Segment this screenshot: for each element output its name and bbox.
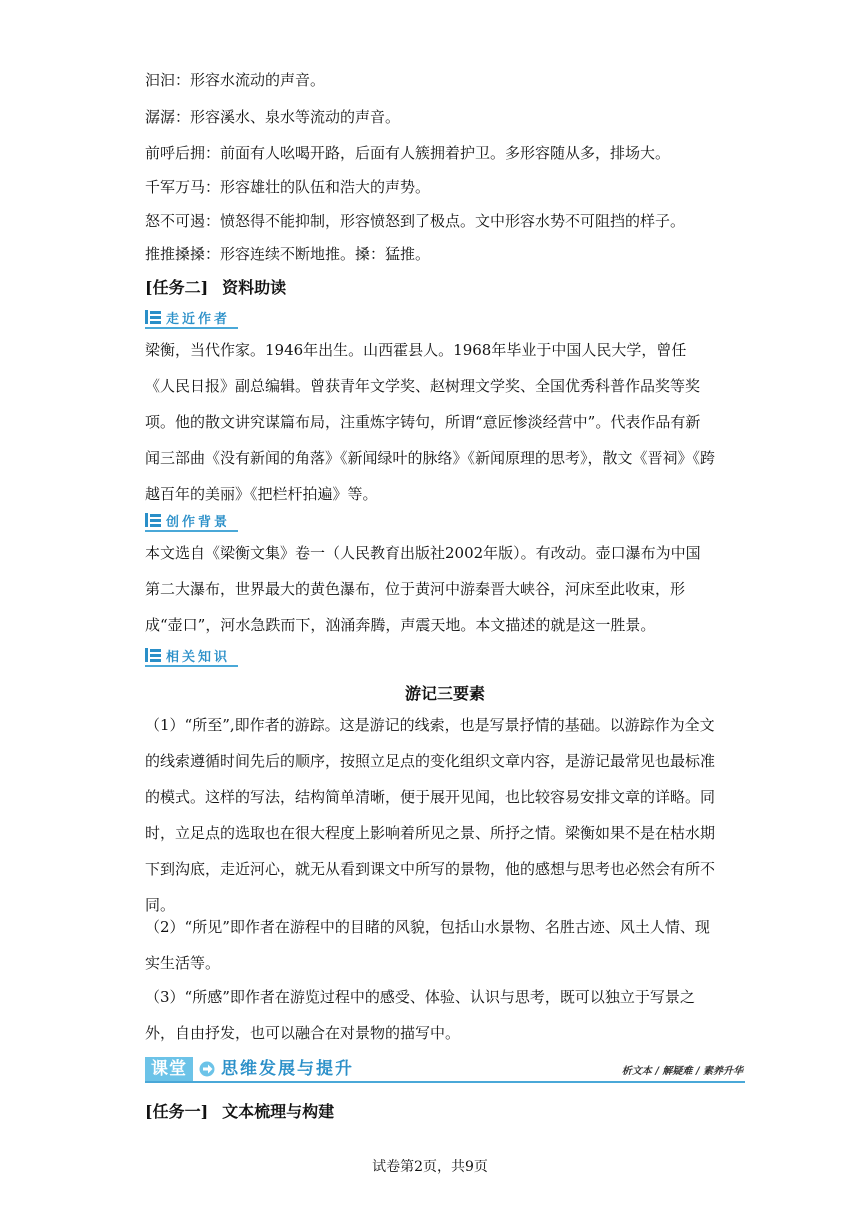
arrow-right-icon <box>199 1061 217 1077</box>
banner-title: 思维发展与提升 <box>221 1059 354 1079</box>
list-icon <box>145 310 161 324</box>
list-icon <box>145 513 161 527</box>
task-one-tag: [任务一] <box>145 1102 209 1121</box>
page-footer: 试卷第2页，共9页 <box>372 1159 488 1175</box>
glossary-item: 千军万马：形容雄壮的队伍和浩大的声势。 <box>145 178 431 196</box>
knowledge-section-tag <box>145 645 238 667</box>
glossary-item: 潺潺：形容溪水、泉水等流动的声音。 <box>145 108 401 126</box>
author-section-label: 走近作者 <box>166 311 231 327</box>
task-one-title: 文本梳理与构建 <box>222 1102 335 1121</box>
task-two-heading <box>145 275 286 298</box>
knowledge-title: 游记三要素 <box>404 684 485 703</box>
background-section-tag <box>145 510 238 532</box>
banner-subtitle: 析文本 / 解疑难 / 素养升华 <box>621 1066 743 1077</box>
author-section-tag <box>145 307 238 329</box>
glossary-item: 前呼后拥：前面有人吆喝开路，后面有人簇拥着护卫。多形容随从多，排场大。 <box>145 144 671 162</box>
background-paragraph: 本文选自《梁衡文集》卷一（人民教育出版社2002年版）。有改动。壶口瀑布为中国第二大瀑布，世界最大的黄色瀑布，位于黄河中游秦晋大峡谷，河床至此收束，形成“壶口”，河水急跌而下，汹涌奔腾，声震天地。本文描述的就是这一胜景。 <box>145 544 701 634</box>
task-one-heading <box>145 1099 334 1122</box>
background-section-label: 创作背景 <box>166 514 231 530</box>
knowledge-section-label: 相关知识 <box>166 649 231 665</box>
glossary-item: 怒不可遏：愤怒得不能抑制，形容愤怒到了极点。文中形容水势不可阻挡的样子。 <box>145 212 686 230</box>
knowledge-paragraph-1: （1）“所至”,即作者的游踪。这是游记的线索，也是写景抒情的基础。以游踪作为全文的线索遵循时间先后的顺序，按照立足点的变化组织文章内容，是游记最常见也最标准的模式。这样的写法，结构简单清晰，便于展开见闻，也比较容易安排文章的详略。同时，立足点的选取也在很大程度上影响着所见之景、所抒之情。梁衡如果不是在枯水期下到沟底，走近河心，就无从看到课文中所写的景物，他的感想与思考也必然会有所不同。 <box>145 716 716 914</box>
classroom-banner <box>145 1057 745 1083</box>
author-paragraph: 梁衡，当代作家。1946年出生。山西霍县人。1968年毕业于中国人民大学，曾任《人民日报》副总编辑。曾获青年文学奖、赵树理文学奖、全国优秀科普作品奖等奖项。他的散文讲究谋篇布局，注重炼字铸句，所谓“意匠惨淡经营中”。代表作品有新闻三部曲《没有新闻的角落》《新闻绿叶的脉络》《新闻原理的思考》，散文《晋祠》《跨越百年的美丽》《把栏杆拍遍》等。 <box>145 341 716 503</box>
list-icon <box>145 648 161 662</box>
knowledge-paragraph-3: （3）“所感”即作者在游览过程中的感受、体验、认识与思考，既可以独立于写景之外，自由抒发，也可以融合在对景物的描写中。 <box>145 988 695 1042</box>
banner-rule <box>145 1081 745 1083</box>
knowledge-paragraph-2: （2）“所见”即作者在游程中的目睹的风貌，包括山水景物、名胜古迹、风土人情、现实生活等。 <box>145 918 710 972</box>
banner-badge: 课堂 <box>145 1057 193 1081</box>
glossary-item: 汩汩：形容水流动的声音。 <box>145 71 326 89</box>
task-two-title: 资料助读 <box>222 278 287 297</box>
task-two-tag: [任务二] <box>145 278 209 297</box>
glossary-item: 推推搡搡：形容连续不断地推。搡：猛推。 <box>145 245 431 263</box>
